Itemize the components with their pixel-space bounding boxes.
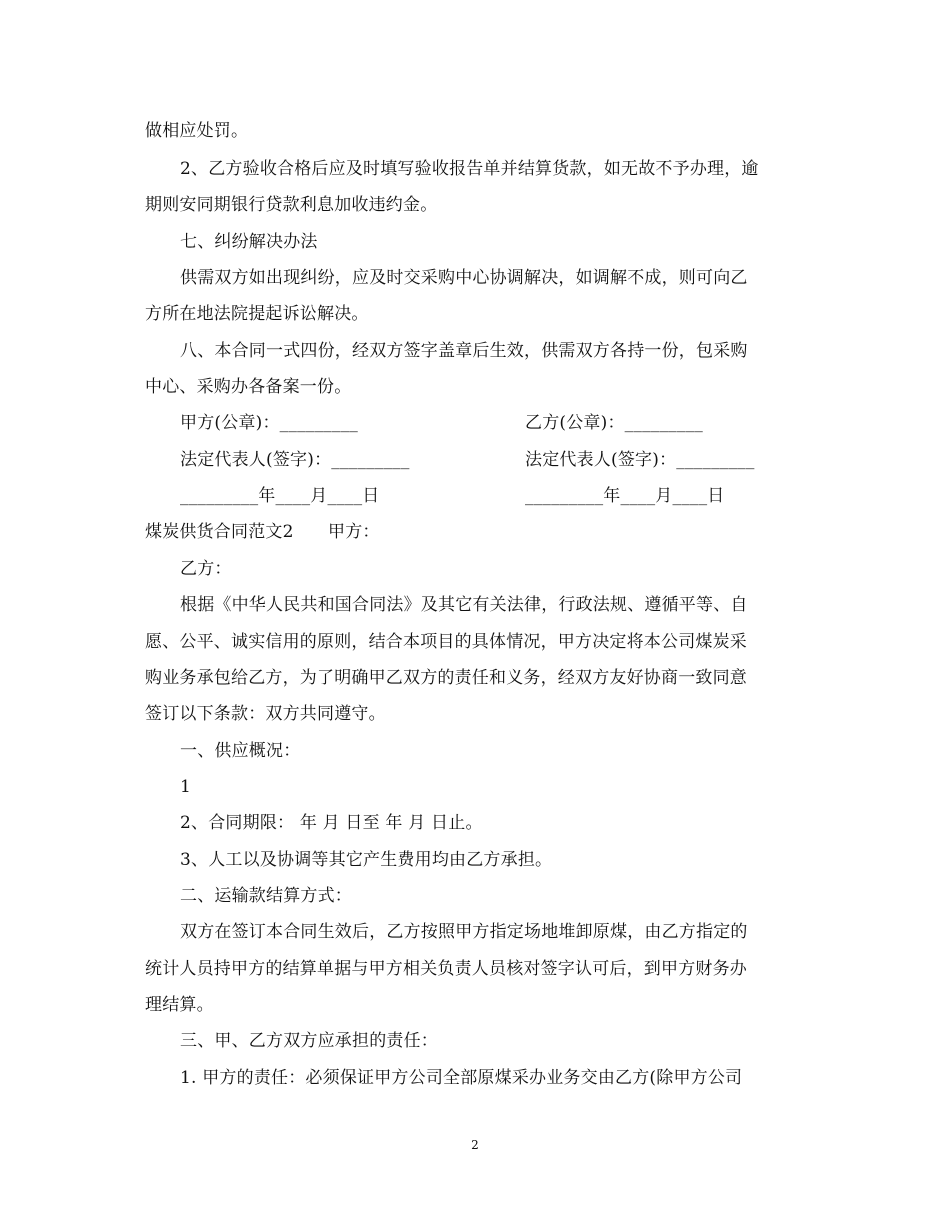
paragraph-line: 理结算。: [145, 995, 214, 1015]
section-heading: 八、本合同一式四份，经双方签字盖章后生效，供需双方各持一份，包采购: [180, 341, 748, 361]
paragraph-line: 签订以下条款：双方共同遵守。: [145, 704, 386, 724]
section-heading: 三、甲、乙方双方应承担的责任：: [180, 1031, 438, 1051]
paragraph-line: 统计人员持甲方的结算单据与甲方相关负责人员核对签字认可后，到甲方财务办: [145, 959, 747, 979]
paragraph-line: 1: [180, 777, 192, 797]
section-heading: 一、供应概况：: [180, 741, 301, 761]
document-subtitle: 煤炭供货合同范文2 甲方：: [145, 522, 380, 542]
party-b-date-field: _________年____月____日: [525, 486, 725, 506]
paragraph-line: 愿、公平、诚实信用的原则，结合本项目的具体情况，甲方决定将本公司煤炭采: [145, 632, 747, 652]
paragraph-line: 根据《中华人民共和国合同法》及其它有关法律，行政法规、遵循平等、自: [180, 595, 748, 615]
paragraph-line: 方所在地法院提起诉讼解决。: [145, 304, 369, 324]
page-number: 2: [471, 1138, 479, 1152]
paragraph-line: 购业务承包给乙方，为了明确甲乙双方的责任和义务，经双方友好协商一致同意: [145, 668, 747, 688]
party-a-date-field: _________年____月____日: [180, 486, 380, 506]
paragraph-line: 乙方：: [180, 559, 232, 579]
paragraph-line: 双方在签订本合同生效后，乙方按照甲方指定场地堆卸原煤，由乙方指定的: [180, 922, 748, 942]
party-b-representative-field: 法定代表人(签字)：_________: [525, 450, 755, 470]
section-heading: 二、运输款结算方式：: [180, 886, 352, 906]
paragraph-line: 做相应处罚。: [145, 121, 249, 141]
paragraph-line: 3、人工以及协调等其它产生费用均由乙方承担。: [180, 850, 553, 870]
section-heading: 七、纠纷解决办法: [180, 232, 318, 252]
paragraph-line: 供需双方如出现纠纷，应及时交采购中心协调解决，如调解不成，则可向乙: [180, 268, 748, 288]
paragraph-line: 2、乙方验收合格后应及时填写验收报告单并结算货款，如无故不予办理，逾: [180, 159, 759, 179]
party-a-representative-field: 法定代表人(签字)：_________: [180, 450, 410, 470]
party-b-seal-field: 乙方(公章)：_________: [525, 413, 703, 433]
paragraph-line: 中心、采购办各备案一份。: [145, 377, 352, 397]
paragraph-line: 2、合同期限： 年 月 日至 年 月 日止。: [180, 813, 483, 833]
party-a-seal-field: 甲方(公章)：_________: [180, 413, 358, 433]
paragraph-line: 期则安同期银行贷款利息加收违约金。: [145, 195, 438, 215]
paragraph-line: 1. 甲方的责任：必须保证甲方公司全部原煤采办业务交由乙方(除甲方公司: [180, 1068, 743, 1088]
